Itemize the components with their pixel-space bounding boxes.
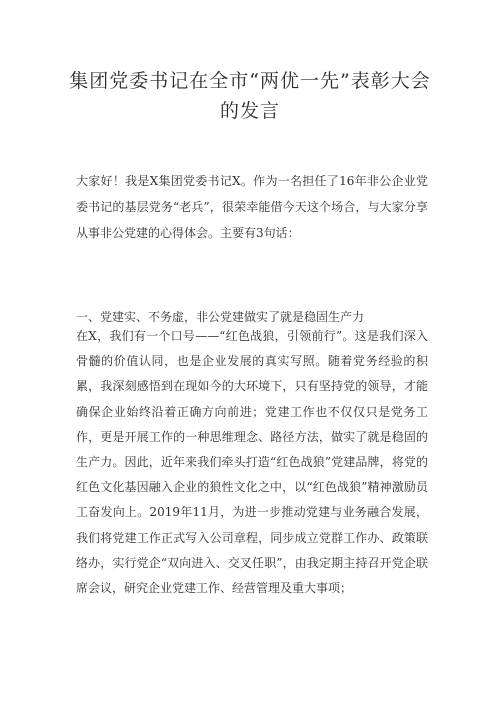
section-heading-1: 一、党建实、不务虚，非公党建做实了就是稳固生产力	[76, 310, 365, 324]
section-paragraph-1: 在X，我们有一个口号——“红色战狼，引领前行”。这是我们深入骨髓的价值认同，也是企业发展的真实写照。随着党务经验的积累，我深刻感悟到在现如今的大环境下，只有坚持党的领导，才能确保企业始终沿着正确方向前进；党建工作也不仅仅只是党务工作，更是开展工作的一种思维理念、路径方法，做实了就是稳固的生产力。因此，近年来我们牵头打造“红色战狼”党建品牌，将党的红色文化基因融入企业的狼性文化之中，以“红色战狼”精神激励员工奋发向上。2019年11月，为进一步推动党建与业务融合发展，我们将党建工作正式写入公司章程，同步成立党群工作办、政策联络办，实行党企“双向进入、交叉任职”，由我定期主持召开党企联席会议，研究企业党建工作、经营管理及重大事项；	[76, 329, 428, 596]
intro-paragraph: 大家好！我是X集团党委书记X。作为一名担任了16年非公企业党委书记的基层党务“老兵”，很荣幸能借今天这个场合，与大家分享从事非公党建的心得体会。主要有3句话：	[76, 174, 428, 240]
document-title: 集团党委书记在全市“两优一先”表彰大会的发言	[69, 70, 431, 122]
